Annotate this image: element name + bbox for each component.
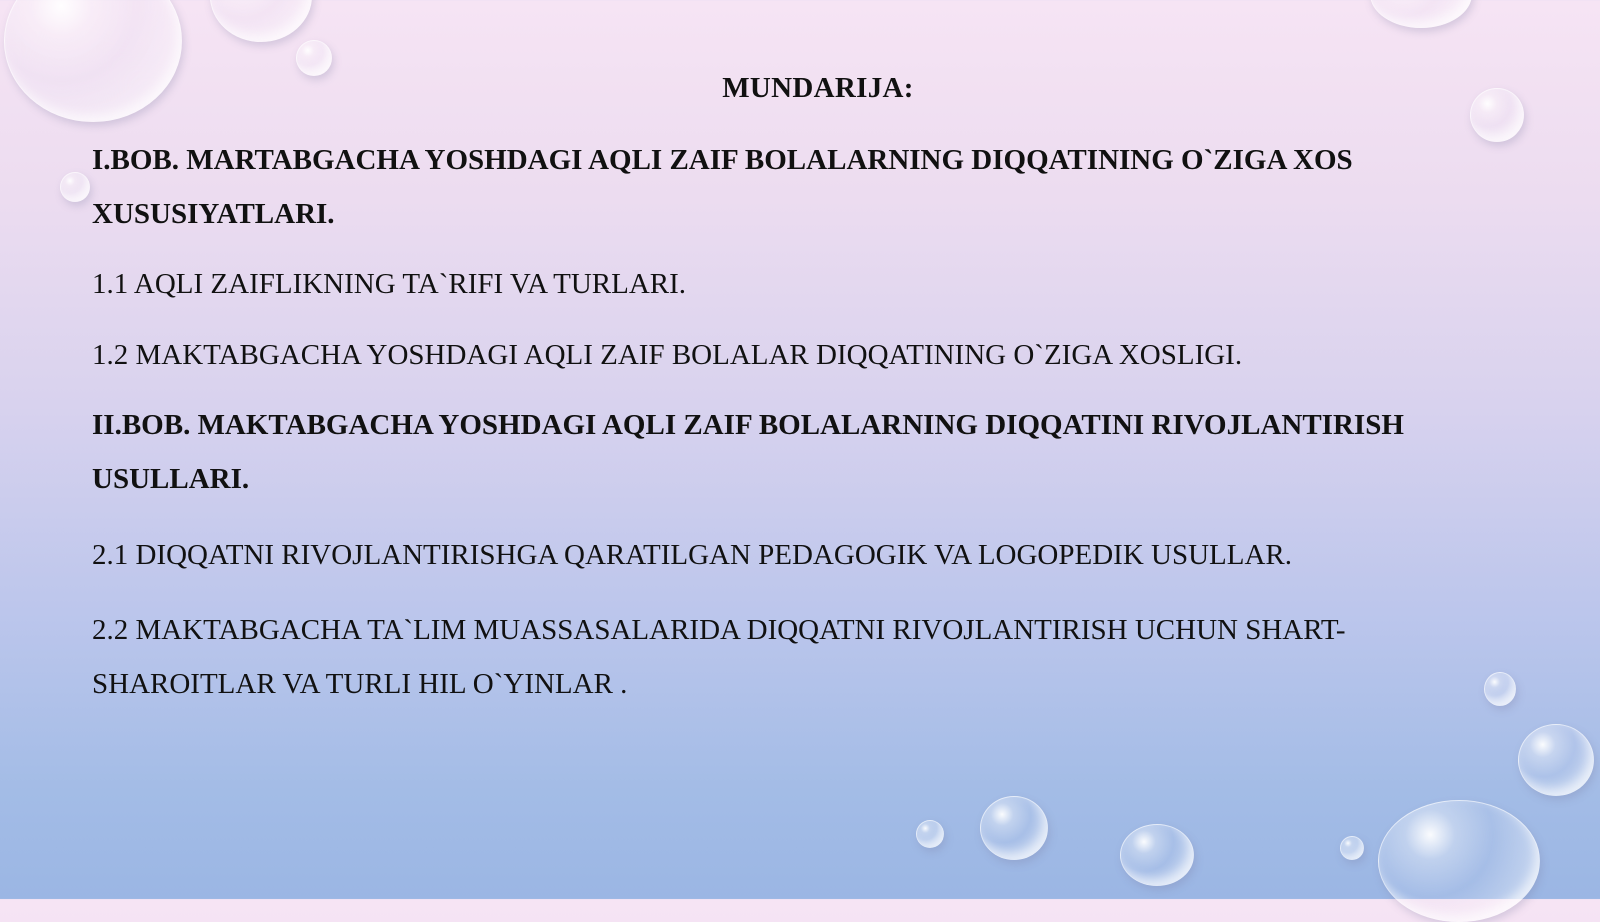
bubble-decoration: [1484, 672, 1516, 706]
bubble-decoration: [1378, 800, 1540, 922]
chapter-1-heading: I.BOB. MARTABGACHA YOSHDAGI AQLI ZAIF BOLALARNING DIQQATINING O`ZIGA XOS: [92, 144, 1353, 176]
section-1-2: 1.2 MAKTABGACHA YOSHDAGI AQLI ZAIF BOLALAR DIQQATINING O`ZIGA XOSLIGI.: [92, 339, 1243, 371]
bubble-decoration: [916, 820, 944, 848]
bubble-decoration: [60, 172, 90, 202]
section-1-1: 1.1 AQLI ZAIFLIKNING TA`RIFI VA TURLARI.: [92, 268, 687, 300]
chapter-2-heading-cont: USULLARI.: [92, 463, 250, 495]
bubble-decoration: [1518, 724, 1594, 796]
bubble-decoration: [296, 40, 332, 76]
bubble-decoration: [980, 796, 1048, 860]
bubble-decoration: [210, 0, 312, 42]
page-title: MUNDARIJA:: [722, 72, 914, 104]
chapter-1-heading-cont: XUSUSIYATLARI.: [92, 198, 335, 230]
bubble-decoration: [1370, 0, 1472, 28]
bubble-decoration: [1120, 824, 1194, 886]
section-2-2-cont: SHAROITLAR VA TURLI HIL O`YINLAR .: [92, 668, 628, 700]
chapter-2-heading: II.BOB. MAKTABGACHA YOSHDAGI AQLI ZAIF BOLALARNING DIQQATINI RIVOJLANTIRISH: [92, 409, 1404, 441]
section-2-1: 2.1 DIQQATNI RIVOJLANTIRISHGA QARATILGAN PEDAGOGIK VA LOGOPEDIK USULLAR.: [92, 539, 1292, 571]
section-2-2: 2.2 MAKTABGACHA TA`LIM MUASSASALARIDA DIQQATNI RIVOJLANTIRISH UCHUN SHART-: [92, 614, 1346, 646]
bubble-decoration: [1340, 836, 1364, 860]
